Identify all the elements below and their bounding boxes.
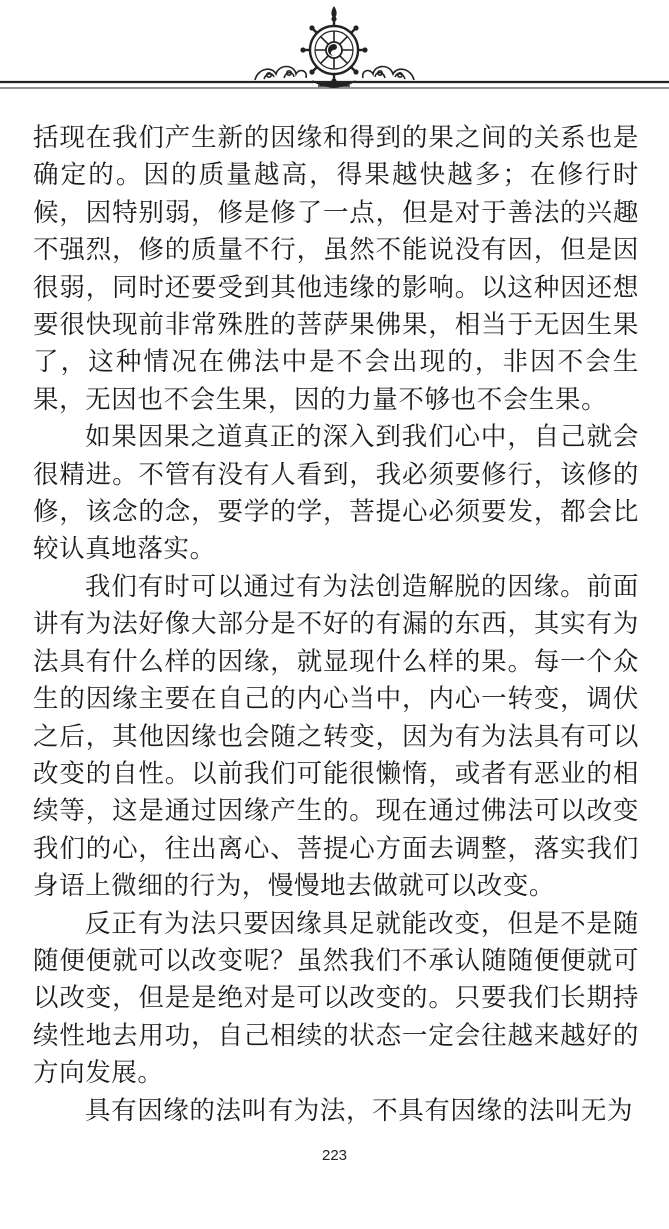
cloud-scroll-right-icon xyxy=(363,67,414,81)
paragraph-2: 如果因果之道真正的深入到我们心中，自己就会很精进。不管有没有人看到，我必须要修行，该修的修，该念的念，要学的学，菩提心必须要发，都会比较认真地落实。 xyxy=(33,422,639,565)
cloud-scroll-left-icon xyxy=(255,67,306,81)
paragraph-4: 反正有为法只要因缘具足就能改变，但是不是随随便便就可以改变呢？虽然我们不承认随随便便就可以改变，但是是绝对是可以改变的。只要我们长期持续性地去用功，自己相续的状态一定会往越来越好的方向发展。 xyxy=(33,908,639,1089)
paragraph-1: 括现在我们产生新的因缘和得到的果之间的关系也是确定的。因的质量越高，得果越快越多；在修行时候，因特别弱，修是修了一点，但是对于善法的兴趣不强烈，修的质量不行，虽然不能说没有因，但是因很弱，同时还要受到其他违缘的影响。以这种因还想要很快现前非常殊胜的菩萨果佛果，相当于无因生果了，这种情况在佛法中是不会出现的，非因不会生果，无因也不会生果，因的力量不够也不会生果。 xyxy=(33,123,639,415)
paragraph-3: 我们有时可以通过有为法创造解脱的因缘。前面讲有为法好像大部分是不好的有漏的东西，其实有为法具有什么样的因缘，就显现什么样的果。每一个众生的因缘主要在自己的内心当中，内心一转变，调伏之后，其他因缘也会随之转变，因为有为法具有可以改变的自性。以前我们可能很懒惰，或者有恶业的相续等，这是通过因缘产生的。现在通过佛法可以改变我们的心，往出离心、菩提心方面去调整，落实我们身语上微细的行为，慢慢地去做就可以改变。 xyxy=(33,571,639,902)
page-header xyxy=(0,0,669,110)
dharma-wheel-icon xyxy=(300,6,367,88)
header-ornament xyxy=(0,0,669,110)
body-text xyxy=(33,120,639,1130)
paragraph-5: 具有因缘的法叫有为法，不具有因缘的法叫无为 xyxy=(85,1095,634,1126)
page-number: 223 xyxy=(321,1147,348,1164)
